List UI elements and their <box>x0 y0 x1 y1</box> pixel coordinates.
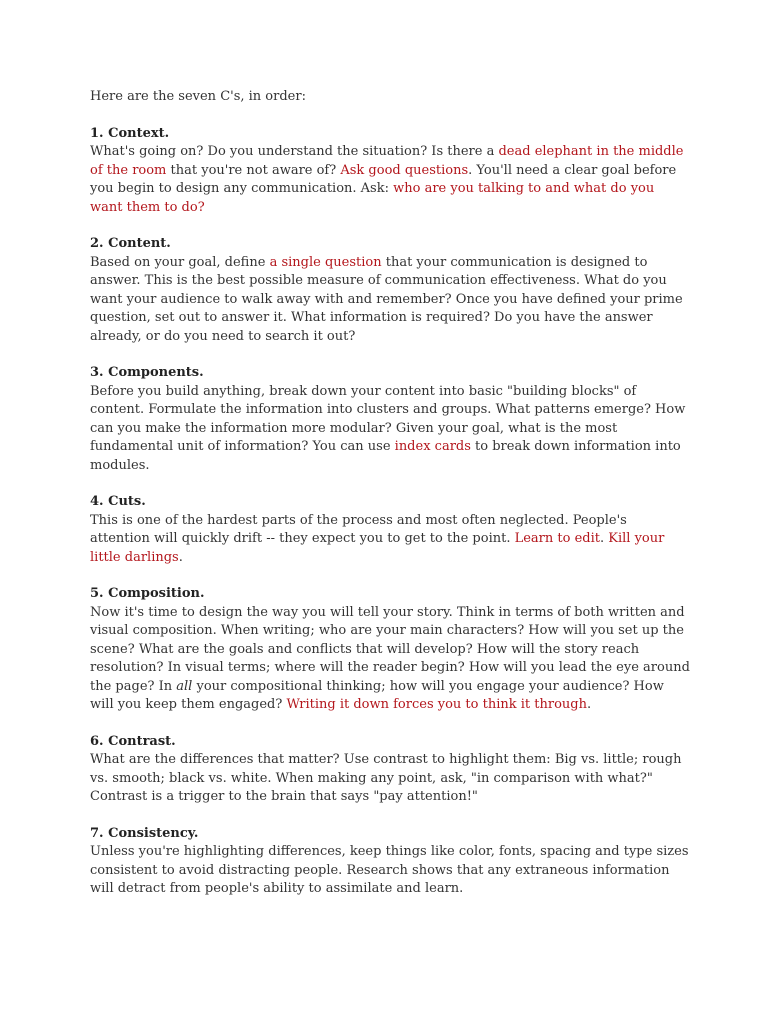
body-text: This is one of the hardest parts of the process and most often neglected. People's attention will quickly drift -- they expect you to get to the point. <box>90 512 627 546</box>
sections-list <box>90 125 690 899</box>
section-heading: 2. Content. <box>90 236 171 251</box>
inline-link[interactable]: Learn to edit <box>514 531 600 546</box>
body-text: that you're not aware of? <box>166 162 341 178</box>
intro-text: Here are the seven C's, in order: <box>90 89 306 104</box>
body-text: Based on your goal, define <box>90 254 270 270</box>
inline-link[interactable]: who are you talking to and what do you want them to do? <box>90 181 655 215</box>
section-heading: 4. Cuts. <box>90 494 146 509</box>
section-body <box>90 254 690 347</box>
body-text: What are the differences that matter? Use contrast to highlight them: Big vs. little; rough vs. smooth; black vs. white. When making any point, ask, "in comparison with what?" Contrast is a trigger to the brain that says "pay attention!" <box>90 752 682 804</box>
inline-link[interactable]: a single question <box>269 254 382 270</box>
section-heading: 7. Consistency. <box>90 825 199 841</box>
body-text: Now it's time to design the way you will tell your story. Think in terms of both written and visual composition. When writing; who are your main characters? How will you set up the scene? What are the goals and conflicts that will develop? How will the story reach resolution? In visual terms; where will the reader begin? How will you lead the eye around the page? In <box>90 604 690 694</box>
section-6 <box>90 733 690 807</box>
body-text: What's going on? Do you understand the situation? Is there a <box>90 144 499 159</box>
section-heading: 5. Composition. <box>90 586 205 601</box>
body-text: Unless you're highlighting differences, keep things like color, fonts, spacing and type sizes consistent to avoid distracting people. Research shows that any extraneous information will detract from people's ability to assimilate and learn. <box>90 844 689 896</box>
inline-link[interactable]: index cards <box>394 439 471 454</box>
body-text: that your communication is designed to answer. This is the best possible measure of communication effectiveness. What do you want your audience to walk away with and remember? Once you have defined your prime question, set out to answer it. What information is required? Do you have the answer already, or do you need to search it out? <box>90 254 683 344</box>
body-text: . <box>599 531 609 546</box>
section-2 <box>90 235 690 346</box>
section-body <box>90 751 690 807</box>
document-page <box>90 88 690 917</box>
section-1 <box>90 125 690 218</box>
section-body <box>90 143 690 217</box>
body-text: . You'll need a clear goal before you begin to design any communication. Ask: <box>90 162 677 196</box>
section-body <box>90 383 690 476</box>
inline-link[interactable]: Kill your little darlings <box>90 531 665 565</box>
emphasis-text: all <box>176 678 193 694</box>
body-text: . <box>178 549 183 565</box>
section-4 <box>90 493 690 567</box>
body-text: your compositional thinking; how will you engage your audience? How will you keep them engaged? <box>90 678 664 712</box>
body-text: Before you build anything, break down your content into basic "building blocks" of content. Formulate the information into clusters and groups. What patterns emerge? How can you make the information more modular? Given your goal, what is the most fundamental unit of information? You can use <box>90 383 686 454</box>
section-heading: 3. Components. <box>90 365 204 380</box>
body-text: to break down information into modules. <box>90 439 681 473</box>
section-body <box>90 604 690 715</box>
section-heading: 1. Context. <box>90 125 170 141</box>
section-body <box>90 512 690 568</box>
inline-link[interactable]: Writing it down forces you to think it through <box>286 697 587 712</box>
body-text: . <box>586 697 592 712</box>
section-5 <box>90 585 690 715</box>
section-heading: 6. Contrast. <box>90 733 176 749</box>
inline-link[interactable]: Ask good questions <box>340 162 469 178</box>
section-body <box>90 843 690 899</box>
section-3 <box>90 364 690 475</box>
inline-link[interactable]: dead elephant in the middle of the room <box>90 144 684 178</box>
section-7 <box>90 825 690 899</box>
